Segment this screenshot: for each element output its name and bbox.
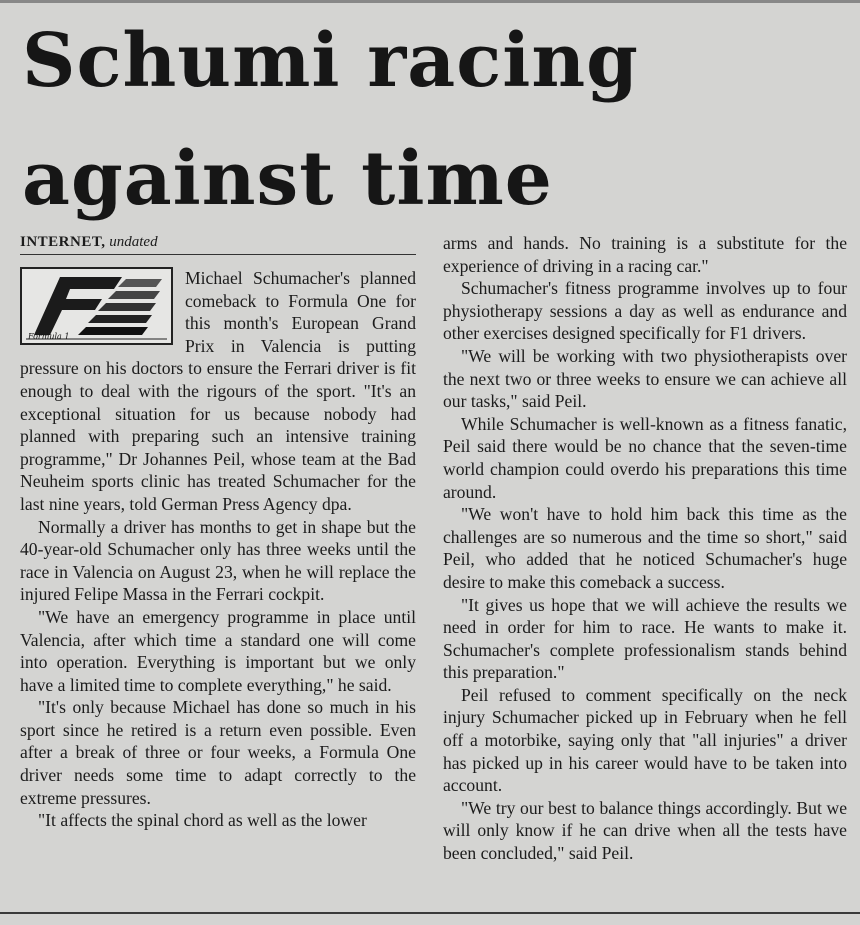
- paragraph: "We will be working with two physiotherapists over the next two or three weeks to ensure we can achieve all our tasks," said Peil.: [443, 345, 847, 412]
- paragraph: "We have an emergency programme in place until Valencia, after which time a standard one will come into operation. Everything is important but we only have a limited time to complete everything," he said.: [20, 606, 416, 695]
- paragraph: arms and hands. No training is a substitute for the experience of driving in a racing car.": [443, 233, 847, 276]
- paragraph: While Schumacher is well-known as a fitness fanatic, Peil said there would be no chance that the seven-time world champion could overdo his preparations this time around.: [443, 413, 847, 502]
- paragraph: "It's only because Michael has done so much in his sport since he retired is a return even possible. Even after a break of three or four weeks, a Formula One driver needs some time to adapt correctly to the extreme pressures.: [20, 697, 416, 808]
- paragraph: Normally a driver has months to get in shape but the 40-year-old Schumacher only has three weeks until the race in Valencia on August 23, when he will replace the injured Felipe Massa in the Ferrari cockpit.: [20, 516, 416, 605]
- byline-date: undated: [109, 234, 158, 250]
- paragraph: "We won't have to hold him back this time as the challenges are so numerous and the time so short," said Peil, who added that he noticed Schumacher's huge desire to make this comeback a success.: [443, 504, 847, 592]
- left-column: [20, 232, 416, 832]
- byline: [20, 232, 416, 255]
- bottom-rule: [0, 912, 860, 914]
- headline: Schumi racing against time: [22, 18, 639, 222]
- logo-caption: Formula 1: [28, 332, 70, 341]
- paragraph: Peil refused to comment specifically on the neck injury Schumacher picked up in February when he fell off a motorbike, saying only that "all injuries" a driver has picked up in his career would have to be taken into account.: [443, 684, 847, 796]
- byline-place: INTERNET,: [20, 234, 106, 250]
- paragraph: Schumacher's fitness programme involves up to four physiotherapy sessions a day as well as endurance and other exercises designed specifically for F1 drivers.: [443, 278, 847, 344]
- formula-one-logo: [20, 267, 173, 345]
- paragraph: "We try our best to balance things accordingly. But we will only know if he can drive when all the tests have been concluded," said Peil.: [443, 797, 847, 864]
- right-column: [443, 232, 847, 865]
- paragraph: "It affects the spinal chord as well as the lower: [38, 810, 367, 831]
- paragraph: "It gives us hope that we will achieve the results we need in order for him to race. He wants to make it. Schumacher's complete professionalism stands behind this preparation.": [443, 594, 847, 683]
- f1-logo-icon: [22, 269, 171, 343]
- paragraph: Michael Schumacher's planned comeback to Formula One for this month's European Grand Prix in Valencia is putting pressure on his doctors to ensure the Ferrari driver is fit enough to deal with the rigours of the sport. "It's an exceptional situation for us because nobody had planned with preparing such an intensive training programme," Dr Johannes Peil, whose team at the Bad Neuheim sports clinic has treated Schumacher for the last nine years, told German Press Agency dpa.: [20, 268, 416, 514]
